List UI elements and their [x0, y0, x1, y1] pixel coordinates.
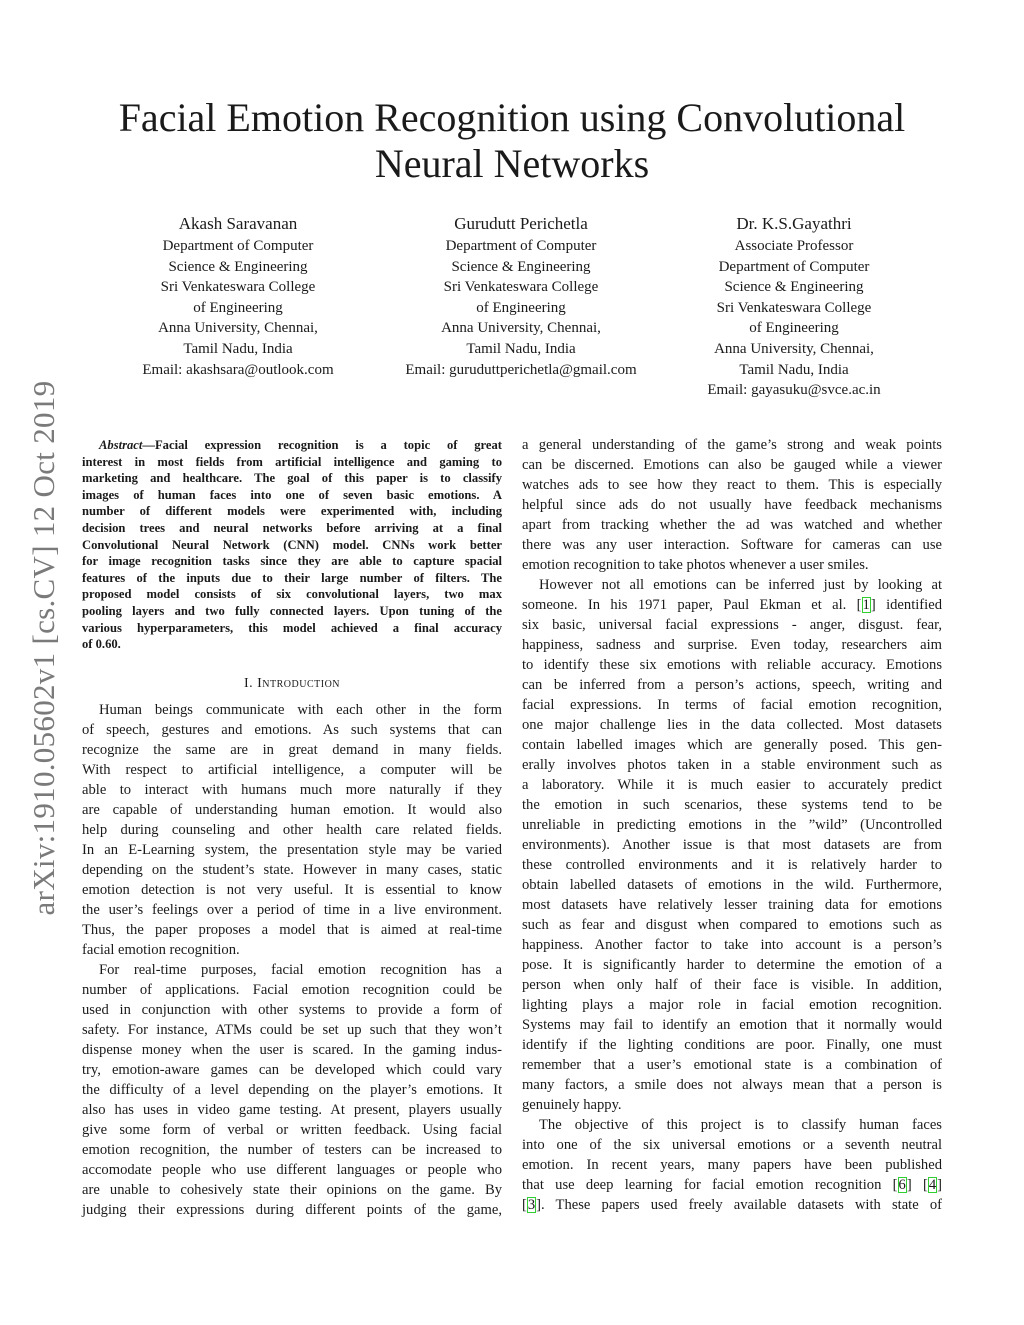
text-line: used in conjunction with other systems to provide a form of: [82, 1002, 502, 1018]
text-line: number of applications. Facial emotion recognition could be: [82, 982, 502, 998]
text-line: a laboratory. While it is much easier to accurately predict: [522, 777, 942, 793]
text-line: recognize the same are in great demand in many fields.: [82, 742, 502, 758]
text-segment: [: [522, 1197, 527, 1213]
text-line: apart from tracking whether the ad was watched and whether: [522, 517, 942, 533]
text-line: Thus, the paper proposes a model that is aimed at real-time: [82, 922, 502, 938]
text-segment: ] identified: [870, 597, 942, 613]
section-title: Introduction: [257, 676, 341, 691]
abstract-line: number of different models were experimented with, including: [82, 504, 502, 519]
author-affiliation-line: Anna University, Chennai,: [714, 340, 874, 357]
text-line: try, emotion-aware games can be developed which could vary: [82, 1062, 502, 1078]
author-affiliation-line: Anna University, Chennai,: [158, 320, 318, 337]
author: [644, 212, 944, 401]
text-line: can be inferred from a person’s actions, speech, writing and: [522, 677, 942, 693]
section-number: I.: [243, 676, 258, 691]
text-line: For real-time purposes, facial emotion recognition has a: [99, 962, 502, 978]
text-line: help during counseling and other health care related fields.: [82, 822, 502, 838]
paper-title: [0, 95, 1024, 187]
text-line: Systems may fail to identify an emotion that it normally would: [522, 1017, 942, 1033]
text-line: of speech, gestures and emotions. As such systems that can: [82, 722, 502, 738]
text-line: to identify these six emotions with reliable accuracy. Emotions: [522, 657, 942, 673]
citation-link[interactable]: 4: [928, 1177, 937, 1193]
text-line: able to interact with humans much more naturally if they: [82, 782, 502, 798]
paragraph: [522, 575, 942, 1115]
author-affiliation-line: of Engineering: [749, 320, 839, 337]
author-affiliation-line: Department of Computer: [718, 258, 870, 275]
left-column: [82, 658, 502, 1220]
text-line: unreliable in predicting emotions in the ”wild” (Uncontrolled: [522, 817, 942, 833]
text-line: there was any user interaction. Software for cameras can use: [522, 537, 942, 553]
text-line: one major challenge lies in the data collected. Most datasets: [522, 717, 942, 733]
citation-link[interactable]: 3: [527, 1197, 536, 1213]
arxiv-identifier: arXiv:1910.05602v1 [cs.CV] 12 Oct 2019: [26, 380, 61, 916]
text-line: environments). Another issue is that most datasets are from: [522, 837, 942, 853]
author-affiliation-line: Department of Computer: [445, 238, 597, 254]
citation-link[interactable]: 6: [898, 1177, 906, 1193]
abstract: [82, 437, 502, 653]
text-line: dispense money when the user is scared. In the gaming indus-: [82, 1042, 502, 1058]
text-line: [522, 1175, 942, 1195]
text-line: also has uses in video game testing. At present, players usually: [82, 1102, 502, 1118]
citation-link[interactable]: 1: [862, 597, 870, 613]
author-name: Gurudutt Perichetla: [454, 214, 588, 233]
text-line: the user’s feelings over a period of time in a live environment.: [82, 902, 502, 918]
author: [88, 212, 388, 380]
text-line: identify if the lighting conditions are poor. Finally, one must: [522, 1037, 942, 1053]
abstract-line: Convolutional Neural Network (CNN) model. CNNs work better: [82, 537, 502, 552]
text-line: give some form of verbal or written feedback. Using facial: [82, 1122, 502, 1138]
author-name: Dr. K.S.Gayathri: [736, 214, 852, 233]
text-line: erally involves photos taken in a stable environment such as: [522, 757, 942, 773]
author-affiliation-line: Science & Engineering: [451, 258, 591, 275]
author-affiliation-line: Email: gayasuku@svce.ac.in: [707, 382, 881, 399]
title-line: Facial Emotion Recognition using Convolutional: [118, 95, 906, 140]
text-line: obtain labelled datasets of emotions in the wild. Furthermore,: [522, 877, 942, 893]
text-line: facial expressions. In terms of facial emotion recognition,: [522, 697, 942, 713]
right-column: [522, 435, 942, 1215]
text-line: lighting plays a major role in facial emotion recognition.: [522, 997, 942, 1013]
abstract-line: images of human faces into one of seven basic emotions. A: [82, 487, 502, 502]
text-line: genuinely happy.: [522, 1097, 622, 1113]
text-line: accomodate people who use different languages or people who: [82, 1162, 502, 1178]
author-affiliation-line: Sri Venkateswara College: [443, 279, 599, 296]
text-segment: that use deep learning for facial emotion recognition [: [522, 1177, 898, 1193]
text-segment: ]. These papers used freely available datasets with state of: [536, 1197, 942, 1213]
author-affiliation-line: Associate Professor: [734, 238, 854, 254]
text-line: remember that a user’s emotional state is a combination of: [522, 1057, 942, 1073]
author-affiliation-line: Anna University, Chennai,: [441, 320, 601, 337]
text-line: judging their expressions during different points of the game,: [82, 1202, 502, 1218]
text-line: most datasets have relatively lesser training data for emotions: [522, 897, 942, 913]
text-line: [522, 1195, 942, 1215]
abstract-line: for image recognition tasks since they are able to capture spacial: [82, 554, 502, 569]
author-affiliation-line: Tamil Nadu, India: [183, 340, 293, 357]
author-affiliation-line: Department of Computer: [162, 238, 314, 254]
text-line: emotion recognition, the number of testers can be increased to: [82, 1142, 502, 1158]
author-name: Akash Saravanan: [178, 214, 298, 233]
text-line: contain labelled images which are generally posed. This gen-: [522, 737, 942, 753]
paragraph: [522, 435, 942, 575]
text-line: are unable to cohesively state their opinions on the game. By: [82, 1182, 502, 1198]
abstract-line: proposed model consists of six convolutional layers, two max: [82, 587, 502, 602]
author-affiliation-line: Science & Engineering: [168, 258, 308, 275]
text-line: With respect to artificial intelligence, a computer will be: [82, 762, 502, 778]
author-affiliation-line: Sri Venkateswara College: [716, 299, 872, 316]
text-line: However not all emotions can be inferred just by looking at: [539, 577, 942, 593]
abstract-line: [82, 437, 502, 454]
abstract-line: marketing and healthcare. The goal of this paper is to classify: [82, 471, 502, 486]
text-line: into one of the six universal emotions or a seventh neutral: [522, 1137, 942, 1153]
abstract-line: pooling layers and two fully connected layers. Upon tuning of the: [82, 603, 502, 618]
text-line: emotion recognition to take photos whenever a user smiles.: [522, 557, 869, 573]
paragraph: [82, 960, 502, 1220]
text-line: many factors, a smile does not always mean that a person is: [522, 1077, 942, 1093]
abstract-line: various hyperparameters, this model achieved a final accuracy: [82, 620, 502, 635]
text-line: a general understanding of the game’s strong and weak points: [522, 437, 942, 453]
text-segment: ] [: [906, 1177, 928, 1193]
author-affiliation-line: Tamil Nadu, India: [739, 361, 849, 378]
text-line: the difficulty of a level depending on the player’s emotions. It: [82, 1082, 502, 1098]
abstract-line: interest in most fields from artificial intelligence and gaming to: [82, 454, 502, 469]
author: [371, 212, 671, 380]
author-affiliation-line: Science & Engineering: [724, 279, 864, 296]
text-line: emotion. In recent years, many papers have been published: [522, 1157, 942, 1173]
text-line: person when only half of their face is visible. In addition,: [522, 977, 942, 993]
text-segment: someone. In his 1971 paper, Paul Ekman et al. [: [522, 597, 862, 613]
text-line: helpful since ads do not usually have feedback mechanisms: [522, 497, 942, 513]
abstract-line: of 0.60.: [82, 637, 121, 652]
text-line: [522, 595, 942, 615]
text-line: happiness, sadness and surprise. Even today, researchers aim: [522, 637, 942, 653]
author-affiliation-line: of Engineering: [476, 299, 566, 316]
abstract-text: —Facial expression recognition is a topic of great: [142, 438, 502, 452]
section-heading: [82, 674, 502, 700]
text-line: emotion detection is not very useful. It is essential to know: [82, 882, 502, 898]
text-line: depending on the student’s state. However in many cases, static: [82, 862, 502, 878]
title-line: Neural Networks: [374, 141, 650, 186]
text-line: such as fear and disgust when compared to emotions such as: [522, 917, 942, 933]
paragraph: [82, 700, 502, 960]
text-line: the emotion in such scenarios, these systems tend to be: [522, 797, 942, 813]
author-affiliation-line: of Engineering: [193, 299, 283, 316]
text-line: In an E-Learning system, the presentation style may be varied: [82, 842, 502, 858]
abstract-label: Abstract: [99, 438, 143, 452]
text-line: The objective of this project is to classify human faces: [539, 1117, 942, 1133]
text-line: watches ads to see how they react to them. This is especially: [522, 477, 942, 493]
text-line: safety. For instance, ATMs could be set up such that they won’t: [82, 1022, 502, 1038]
text-line: six basic, universal facial expressions - anger, disgust. fear,: [522, 617, 942, 633]
text-line: happiness. Another factor to take into account is a person’s: [522, 937, 942, 953]
text-line: can be discerned. Emotions can also be gauged while a viewer: [522, 457, 942, 473]
abstract-line: decision trees and neural networks before arriving at a final: [82, 520, 502, 535]
author-affiliation-line: Sri Venkateswara College: [160, 279, 316, 296]
author-affiliation-line: Email: akashsara@outlook.com: [142, 361, 334, 378]
text-line: Human beings communicate with each other in the form: [99, 702, 502, 718]
abstract-line: features of the inputs due to their large number of filters. The: [82, 570, 502, 585]
author-affiliation-line: Email: guruduttperichetla@gmail.com: [405, 361, 637, 378]
text-line: these controlled environments and it is relatively harder to: [522, 857, 942, 873]
text-line: are capable of understanding human emotion. It would also: [82, 802, 502, 818]
text-line: facial emotion recognition.: [82, 942, 240, 958]
author-affiliation-line: Tamil Nadu, India: [466, 340, 576, 357]
text-segment: ]: [937, 1177, 942, 1193]
text-line: pose. It is significantly harder to determine the emotion of a: [522, 957, 942, 973]
paragraph: [522, 1115, 942, 1215]
